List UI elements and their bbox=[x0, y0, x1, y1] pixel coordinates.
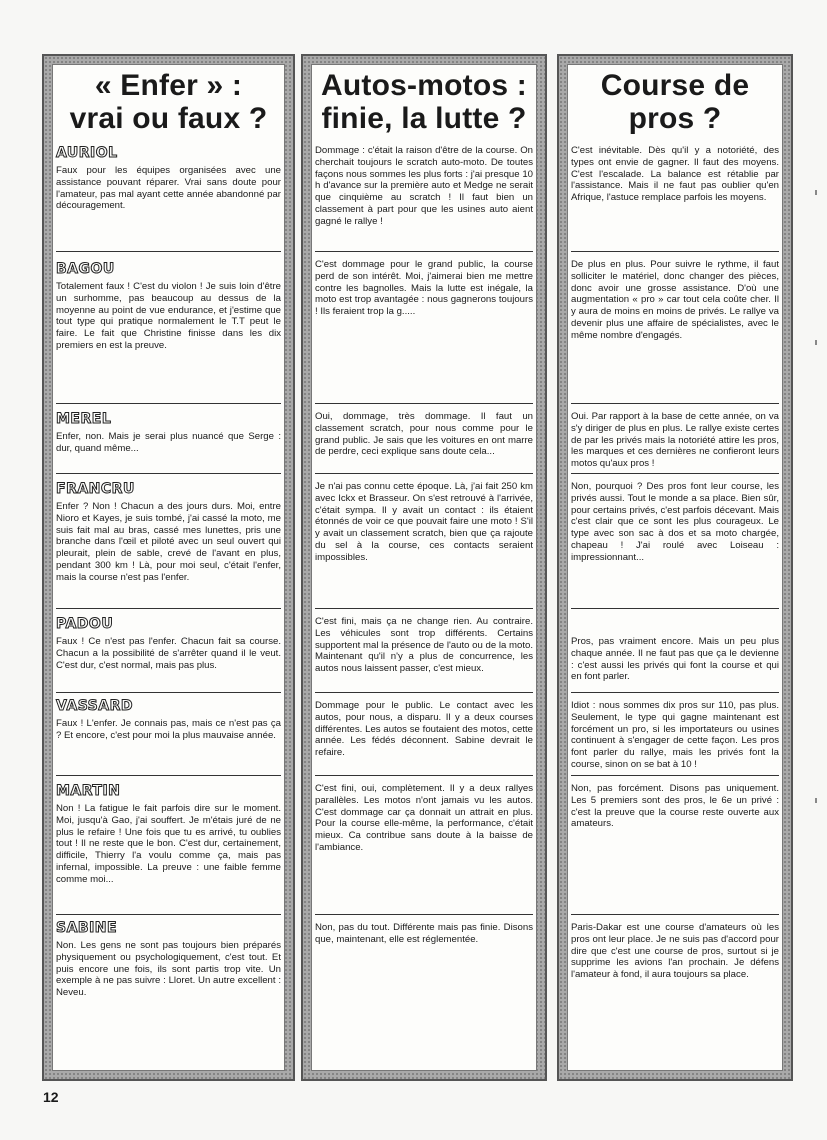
answer-text: Dommage pour le public. Le contact avec les autos, pour nous, a disparu. Il y a deux courses différentes. Les autos se foutaient des motos, cette année. Les fédés déconnent. Sabine devrait le refaire. bbox=[315, 700, 533, 759]
answer-text: Je n'ai pas connu cette époque. Là, j'ai fait 250 km avec Ickx et Brasseur. On s'est retrouvé à l'arrivée, c'était sympa. Il y avait un contact : ils étaient étonnés de voir ce que pouvait faire une moto ! S'il y avait un classement scratch, bien que ça rajoute du sel à la course, ces contacts seraient impossibles. bbox=[315, 481, 533, 563]
answer-text: Faux ! Ce n'est pas l'enfer. Chacun fait sa course. Chacun a la possibilité de s'arrêter quand il le veut. C'est dur, c'est normal, mais pas plus. bbox=[56, 636, 281, 671]
answer-text: Oui. Par rapport à la base de cette année, on va s'y diriger de plus en plus. Le rallye existe certes de par les privés mais la notoriété attire les pros, les marques et ces dernières ne confieront leurs motos qu'aux pros ! bbox=[571, 411, 779, 470]
answer-block bbox=[56, 920, 281, 999]
column-panel bbox=[52, 64, 285, 1071]
answer-block bbox=[56, 145, 281, 212]
divider bbox=[56, 692, 281, 693]
divider bbox=[315, 692, 533, 693]
divider bbox=[315, 914, 533, 915]
answer-text: Enfer ? Non ! Chacun a des jours durs. Moi, entre Nioro et Kayes, je suis tombé, j'ai cassé la moto, me suis fait mal au bras, cassé mes lunettes, pris une branche dans l'œil et piloté avec un seul ouvert qui pleurait, plein de sable, crevé de l'avant en plus, pendant 300 km ! Là, pour moi seul, c'était l'enfer, mais la course n'est pas l'enfer. bbox=[56, 501, 281, 583]
margin-mark bbox=[815, 340, 817, 345]
answer-block bbox=[56, 783, 281, 886]
divider bbox=[315, 608, 533, 609]
answer-text: Idiot : nous sommes dix pros sur 110, pas plus. Seulement, le type qui gagne maintenant est forcément un pro, si les importateurs ou usines continuent à s'engager de cette façon. Les pros font parler du rallye, mais les privés font la course, sinon on se bat à 10 ! bbox=[571, 700, 779, 770]
divider bbox=[56, 251, 281, 252]
respondent-name: VASSARD bbox=[56, 698, 133, 714]
divider bbox=[56, 775, 281, 776]
page-number: 12 bbox=[43, 1089, 59, 1105]
column-panel bbox=[567, 64, 783, 1071]
answer-text: C'est inévitable. Dès qu'il y a notoriété, des types ont envie de gagner. Il faut des moyens. C'est l'escalade. La balance est rétablie par l'assistance. Mais il ne faut pas oublier qu'en Afrique, l'astuce remplace parfois les moyens. bbox=[571, 145, 779, 204]
answer-text: Non ! La fatigue le fait parfois dire sur le moment. Moi, jusqu'à Gao, j'ai souffert. Je m'étais juré de ne plus le refaire ! Une fois que tu es arrivé, tu oublies tout ! Il ne reste que le bon. C'est dur, certainement, difficile, Thierry l'a voulu comme ça, mais pas infernal, impossible. La preuve : une faible femme comme moi... bbox=[56, 803, 281, 885]
answer-text: C'est fini, mais ça ne change rien. Au contraire. Les véhicules sont trop différents. Certains supportent mal la présence de l'auto ou de la moto. Maintenant qu'il n'y a plus de concurrence, les autos nous laissent passer, c'est mieux. bbox=[315, 616, 533, 675]
answer-text: Totalement faux ! C'est du violon ! Je suis loin d'être un surhomme, pas beaucoup au dessus de la moyenne au point de vue endurance, et j'estime que tout type qui pratique normalement le T.T peut le faire. Le fait que Christine finisse dans les dix premiers en est la preuve. bbox=[56, 281, 281, 351]
respondent-name: BAGOU bbox=[56, 261, 115, 277]
answer-text: Faux ! L'enfer. Je connais pas, mais ce n'est pas ça ? Et encore, c'est pour moi la plus mauvaise année. bbox=[56, 718, 281, 741]
answer-text: Paris-Dakar est une course d'amateurs où les pros ont leur place. Je ne suis pas d'accord pour dire que c'est une course de pros, surtout si je supprime les avions l'an prochain. Je défens l'amateur à fond, il aura toujours sa place. bbox=[571, 922, 779, 981]
respondent-name: AURIOL bbox=[56, 145, 118, 161]
divider bbox=[315, 775, 533, 776]
divider bbox=[571, 914, 779, 915]
column-course-pros bbox=[557, 54, 793, 1081]
answer-text: Non, pas forcément. Disons pas uniquement. Les 5 premiers sont des pros, le 6e un privé : c'est la preuve que la course reste ouverte aux amateurs. bbox=[571, 783, 779, 830]
answer-text: Non, pourquoi ? Des pros font leur course, les privés aussi. Tout le monde a sa place. Bien sûr, pour certains privés, c'est parfois décevant. Mais c'est clair que ce sont les plus courageux. Le type avec son sac à dos et sa moto chargée, chapeau ! J'ai roulé avec Loiseau : impressionnant... bbox=[571, 481, 779, 563]
answer-text: C'est fini, oui, complètement. Il y a deux rallyes parallèles. Les motos n'ont jamais vu les autos. C'est dommage car ça donnait un attrait en plus. Pour la course elle-même, la performance, c'était mieux. Ca contribue sans doute à la baisse de l'ambiance. bbox=[315, 783, 533, 853]
answer-text: Oui, dommage, très dommage. Il faut un classement scratch, pour nous comme pour le grand public. Je sais que les voitures en ont marre de perdre, ceci explique sans doute cela... bbox=[315, 411, 533, 458]
margin-mark bbox=[815, 190, 817, 195]
divider bbox=[56, 473, 281, 474]
answer-block bbox=[56, 411, 281, 455]
column-title: Course de pros ? bbox=[600, 69, 750, 135]
divider bbox=[56, 403, 281, 404]
respondent-name: FRANCRU bbox=[56, 481, 135, 497]
divider bbox=[315, 403, 533, 404]
answer-text: Pros, pas vraiment encore. Mais un peu plus chaque année. Il ne faut pas que ça le devienne : c'est aussi les privés qui font la course et qui en font parler. bbox=[571, 636, 779, 683]
column-enfer bbox=[42, 54, 295, 1081]
divider bbox=[571, 403, 779, 404]
answer-block bbox=[56, 616, 281, 671]
column-title: « Enfer » : vrai ou faux ? bbox=[69, 69, 268, 135]
answer-text: Dommage : c'était la raison d'être de la course. On cherchait toujours le scratch auto-moto. De toutes façons nous sommes les plus forts : j'ai presque 10 h d'avance sur la première auto et Medge ne serait que cinquième au scratch ! Il faut bien un classement à part pour que les usines auto aient gagné le rallye ! bbox=[315, 145, 533, 227]
answer-text: Non. Les gens ne sont pas toujours bien préparés physiquement ou psychologiquement, c'est tout. Et puis encore une fois, ils sont partis trop vite. Un exemple à ne pas suivre : Lloret. Un autre excellent : Neveu. bbox=[56, 940, 281, 999]
answer-text: Non, pas du tout. Différente mais pas finie. Disons que, maintenant, elle est réglementée. bbox=[315, 922, 533, 945]
respondent-name: MARTIN bbox=[56, 783, 121, 799]
divider bbox=[56, 608, 281, 609]
answer-text: Enfer, non. Mais je serai plus nuancé que Serge : dur, quand même... bbox=[56, 431, 281, 454]
answer-block bbox=[56, 698, 281, 742]
column-title: Autos-motos : finie, la lutte ? bbox=[321, 69, 527, 135]
divider bbox=[571, 775, 779, 776]
answer-text: Faux pour les équipes organisées avec une assistance pouvant réparer. Vrai sans doute pour l'amateur, pas mal ayant cette année abandonné par découragement. bbox=[56, 165, 281, 212]
divider bbox=[571, 251, 779, 252]
respondent-name: SABINE bbox=[56, 920, 118, 936]
margin-mark bbox=[815, 798, 817, 803]
divider bbox=[571, 692, 779, 693]
answer-text: C'est dommage pour le grand public, la course perd de son intérêt. Moi, j'aimerai bien me mettre contre les bagnolles. Mais la lutte est inégale, la moto est trop avantagée : nous gagnerons toujours ! Ils feraient trop la g..... bbox=[315, 259, 533, 318]
divider bbox=[56, 914, 281, 915]
respondent-name: PADOU bbox=[56, 616, 114, 632]
column-panel bbox=[311, 64, 537, 1071]
answer-block bbox=[56, 261, 281, 352]
divider bbox=[315, 251, 533, 252]
divider bbox=[315, 473, 533, 474]
answer-block bbox=[56, 481, 281, 584]
divider bbox=[571, 473, 779, 474]
divider bbox=[571, 608, 779, 609]
respondent-name: MEREL bbox=[56, 411, 112, 427]
column-autos-motos bbox=[301, 54, 547, 1081]
answer-text: De plus en plus. Pour suivre le rythme, il faut solliciter le matériel, donc changer des pièces, donc avoir une grosse assistance. D'où une augmentation « pro » car tout cela coûte cher. Il y aura de moins en moins de privés. Le rallye va devenir plus une affaire de spécialistes, avec le même nombre d'engagés. bbox=[571, 259, 779, 341]
